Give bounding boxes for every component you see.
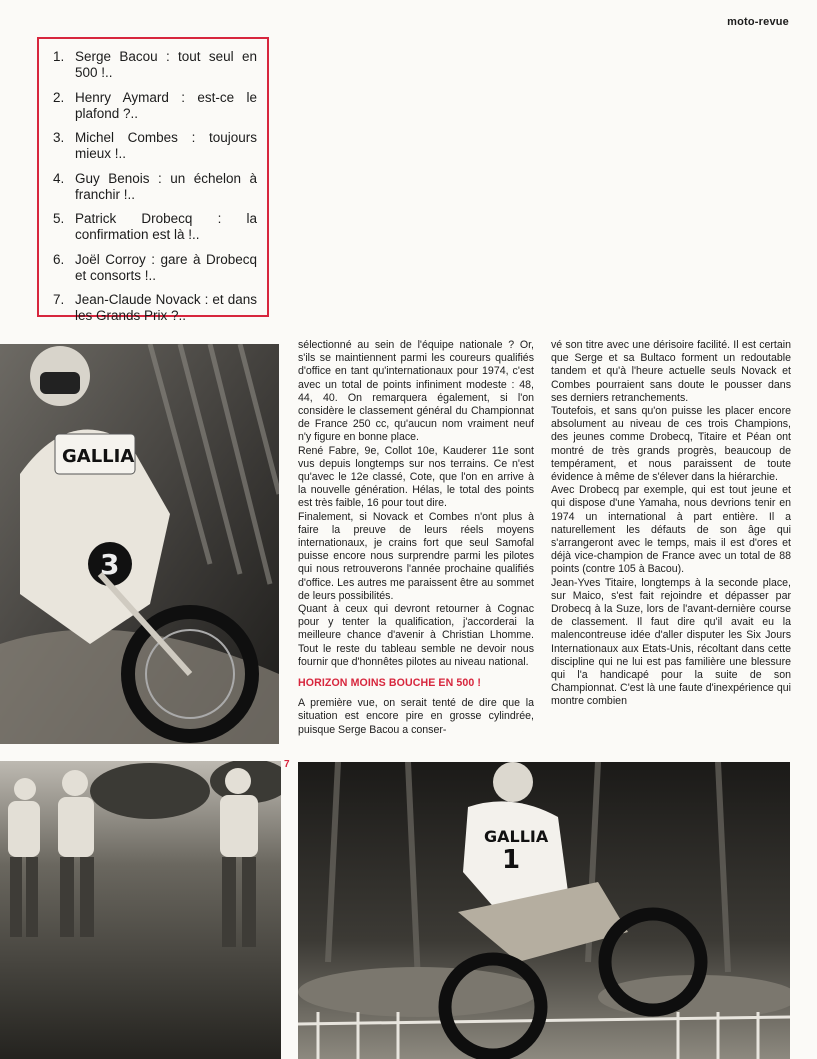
- rider-summary-box: [37, 37, 269, 323]
- paragraph: Avec Drobecq par exemple, qui est tout jeune et qui dispose d'une Yamaha, nous devrions tenir en 1974 un international à part entière. Il a naturellement les défauts de son âge qui s'arrangeront avec le temps, mais il est d'ores et déjà vice-champion de France avec un total de 88 points (contre 105 à Bacou).: [551, 484, 791, 576]
- paragraph: René Fabre, 9e, Collot 10e, Kauderer 11e sont vus depuis longtemps sur nos terrains. Ce n'est qu'avec le 12e classé, Cote, que l'on en arrive à la nouvelle génération. Hélas, le total des points est très faible, 16 pour tout dire.: [298, 444, 534, 510]
- paragraph: Jean-Yves Titaire, longtemps à la seconde place, sur Maico, s'est fait rejoindre et dépasser par Drobecq à la Suze, lors de l'avant-dernière course de classement. Il faut dire qu'il avait eu la malencontreuse idée d'aller disputer les Six Jours Internationaux aux Etats-Unis, récoltant dans cette discipline qui ne lui est pas familière une blessure qui l'a handicapé pour la suite de son Championnat. C'est là une faute d'inexpérience qui montre combien: [551, 576, 791, 708]
- bike-number: 3: [100, 548, 120, 581]
- list-item: 1. Serge Bacou : tout seul en 500 !..: [53, 49, 257, 80]
- riders-standing-photo: [0, 761, 281, 1059]
- list-item: 4. Guy Benois : un échelon à franchir !..: [53, 170, 257, 202]
- article-column-2: [551, 339, 791, 709]
- bib-number: 1: [502, 845, 521, 875]
- rider-photo-left: [0, 344, 279, 744]
- bib-text: GALLIA: [484, 827, 549, 846]
- rider-summary-list: [53, 49, 257, 324]
- page-number: 7: [284, 759, 290, 770]
- publication-name: moto-revue: [727, 16, 789, 28]
- bib-text: GALLIA: [62, 446, 135, 467]
- list-item: 3. Michel Combes : toujours mieux !..: [53, 130, 257, 161]
- list-item: 2. Henry Aymard : est-ce le plafond ?..: [53, 89, 257, 121]
- article-column-1: [298, 339, 534, 737]
- paragraph: Quant à ceux qui devront retourner à Cognac pour y tenter la qualification, j'accorderai la meilleure chance d'avenir à Christian Lhomme. Tout le reste du tableau semble ne devoir nous fournir que d'honnêtes pilotes au niveau national.: [298, 603, 534, 668]
- list-item: 6. Joël Corroy : gare à Drobecq et consorts !..: [53, 251, 257, 283]
- paragraph: sélectionné au sein de l'équipe nationale ? Or, s'ils se maintiennent parmi les coureurs qualifiés d'office en tant qu'internationaux pour 1974, c'est avec un total de points infiniment modeste : 48, 44, 40. On remarquera également, si l'on considère le classement général du Championnat de France 250 cc, qu'aucun nom vraiment neuf n'y figure en bonne place.: [298, 339, 534, 444]
- list-item: 7. Jean-Claude Novack : et dans les Grands Prix ?..: [53, 292, 257, 323]
- paragraph: Finalement, si Novack et Combes n'ont plus à faire la preuve de leurs réels moyens internationaux, je crains fort que seul Samofal puisse encore nous surprendre parmi les pilotes qui nous retrouverons l'année prochaine qualifiés d'office. Les autres me paraissent être au sommet de leurs possibilités.: [298, 510, 534, 602]
- rider-jump-photo: [298, 762, 790, 1059]
- paragraph: vé son titre avec une dérisoire facilité. Il est certain que Serge et sa Bultaco forment un redoutable tandem et qu'à l'heure actuelle seuls Novack et Combes pourraient sans doute le pousser dans ses derniers retranchements.: [551, 339, 791, 404]
- section-heading: HORIZON MOINS BOUCHE EN 500 !: [298, 677, 482, 690]
- list-item: 5. Patrick Drobecq : la confirmation est là !..: [53, 211, 257, 242]
- paragraph: A première vue, on serait tenté de dire que la situation est encore pire en grosse cylindrée, puisque Serge Bacou a conser-: [298, 697, 534, 736]
- paragraph: Toutefois, et sans qu'on puisse les placer encore absolument au niveau de ces trois Champions, des jeunes comme Drobecq, Titaire et Péan ont montré de très grands progrès, beaucoup de tempérament, et nous paraissent de toute évidence à même de s'élever dans la hiérarchie.: [551, 405, 791, 484]
